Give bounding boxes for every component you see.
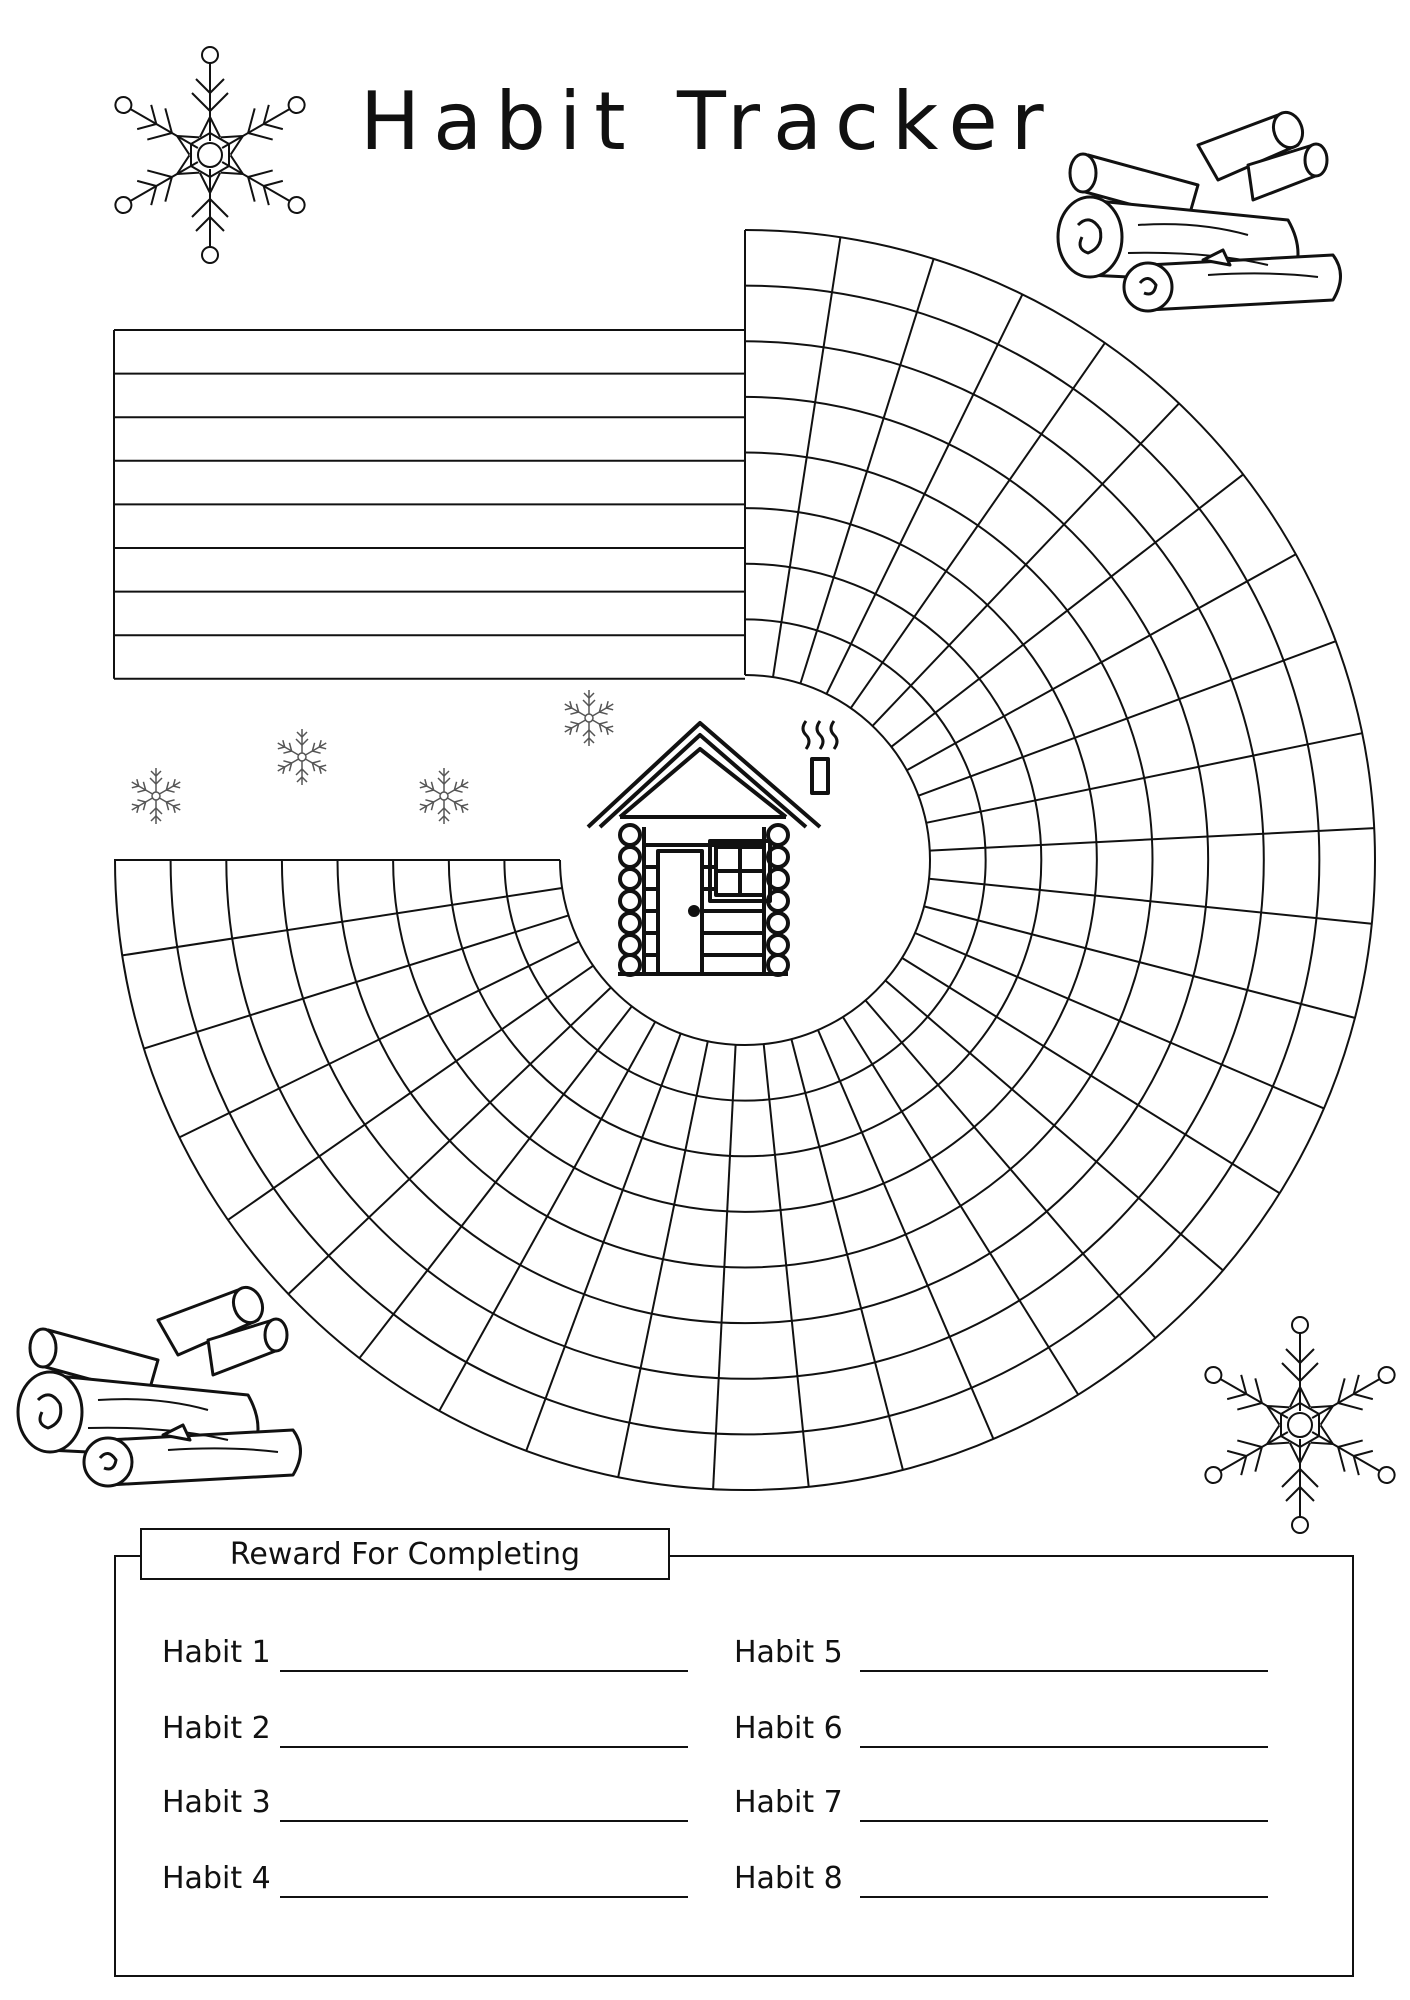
reward-input-line[interactable] [860,1820,1268,1822]
day-divider [179,942,579,1138]
day-divider [122,888,562,955]
day-divider [764,1044,809,1487]
habit-label: Habit 3 [162,1785,271,1820]
habit-label: Habit 1 [162,1635,271,1670]
day-divider [359,1006,631,1358]
reward-input-line[interactable] [280,1820,688,1822]
reward-input-line[interactable] [280,1670,688,1672]
habit-label: Habit 2 [162,1711,271,1746]
small-snowflake-icon [417,768,471,824]
day-divider [526,1034,681,1451]
day-divider [791,1039,903,1470]
small-snowflake-icon [562,690,616,746]
reward-input-line[interactable] [280,1896,688,1898]
page-title: Habit Tracker [360,75,1057,168]
day-divider [144,915,569,1048]
day-divider [773,237,840,677]
habit-name-lines [114,330,745,679]
small-snowflake-icon [275,729,329,785]
reward-input-line[interactable] [860,1746,1268,1748]
day-divider [873,403,1180,726]
snowflake-icon [107,47,312,263]
habit-label: Habit 6 [734,1711,843,1746]
log-cabin-icon [588,721,837,975]
day-divider [800,259,933,684]
habit-label: Habit 8 [734,1861,843,1896]
reward-input-line[interactable] [280,1746,688,1748]
day-divider [915,933,1324,1108]
habit-label: Habit 4 [162,1861,271,1896]
day-divider [926,733,1362,823]
habit-label: Habit 5 [734,1635,843,1670]
firewood-icon [18,1283,301,1486]
day-divider [891,474,1243,746]
day-divider [929,879,1372,924]
reward-input-line[interactable] [860,1670,1268,1672]
reward-heading: Reward For Completing [140,1528,670,1580]
day-divider [924,906,1355,1018]
day-divider [618,1041,708,1477]
day-divider [919,641,1336,796]
day-divider [288,988,611,1295]
small-snowflake-icon [129,768,183,824]
reward-input-line[interactable] [860,1896,1268,1898]
day-divider [818,1030,993,1439]
reward-box [114,1555,1354,1977]
day-divider [827,294,1023,694]
firewood-icon [1058,108,1341,311]
habit-label: Habit 7 [734,1785,843,1820]
snowflake-icon [1197,1317,1402,1533]
